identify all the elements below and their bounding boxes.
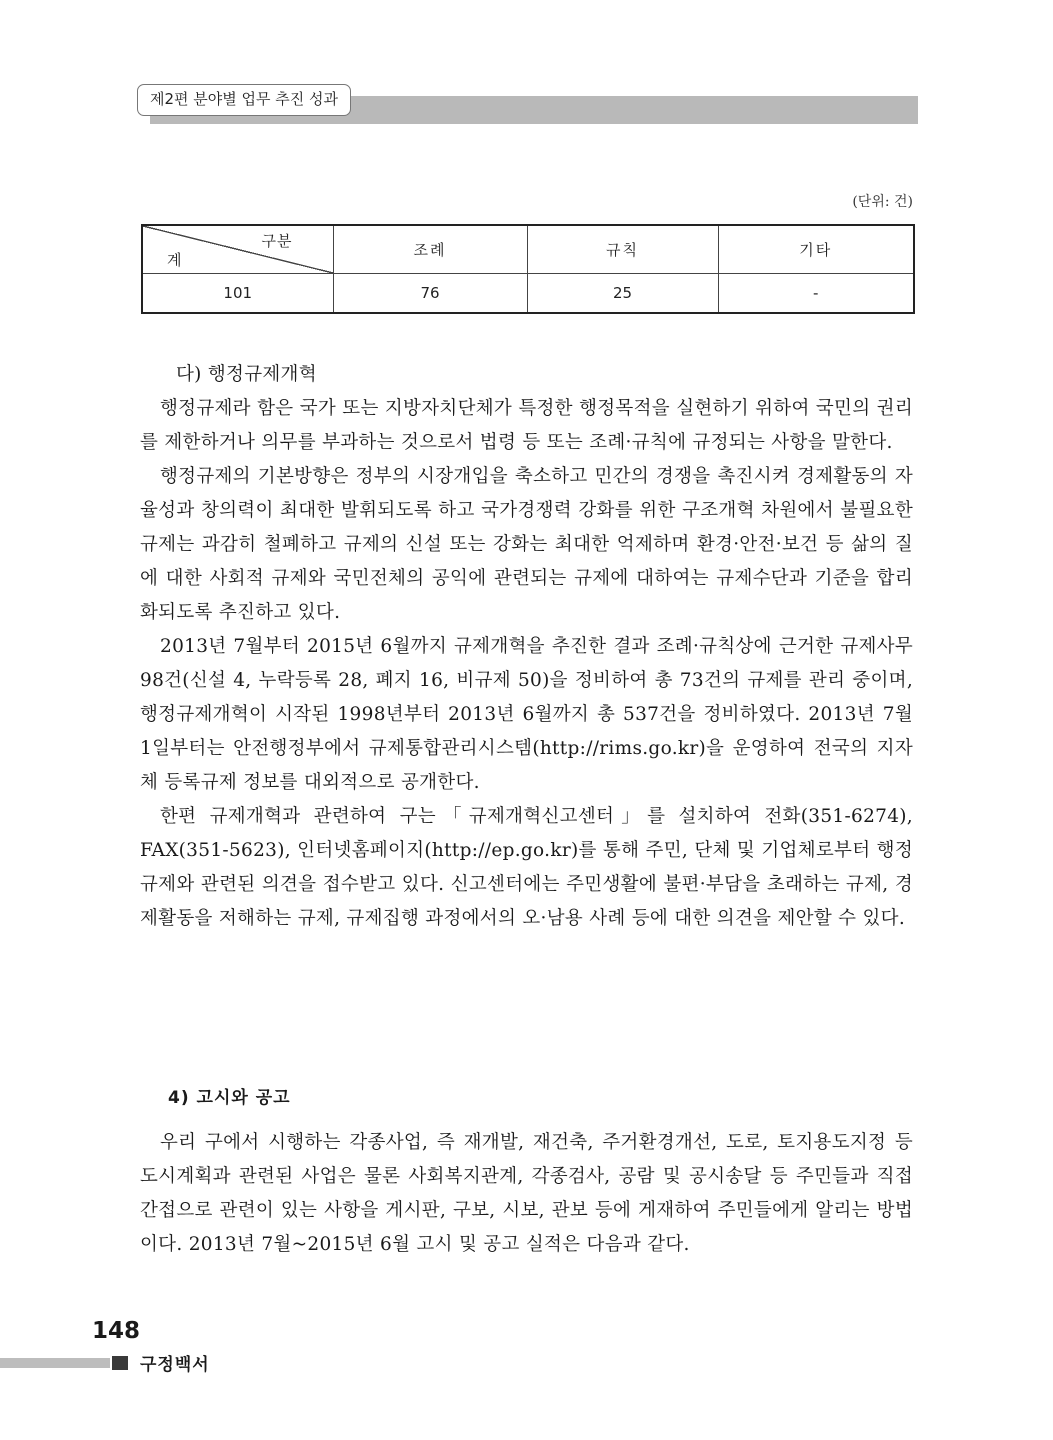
unit-label: (단위: 건)	[852, 194, 913, 210]
paragraph: 행정규제라 함은 국가 또는 지방자치단체가 특정한 행정목적을 실현하기 위하여 국민의 권리를 제한하거나 의무를 부과하는 것으로서 법령 등 또는 조례·규칙에 규정되는 사항을 말한다.	[140, 398, 913, 453]
footer-bar	[0, 1358, 110, 1368]
column-header: 규칙	[527, 225, 718, 273]
paragraph: 2013년 7월부터 2015년 6월까지 규제개혁을 추진한 결과 조례·규칙상에 근거한 규제사무 98건(신설 4, 누락등록 28, 폐지 16, 비규제 50)을 정비하여 총 73건의 규제를 관리 중이며, 행정규제개혁이 시작된 1998년부터 2013년 6월까지 총 537건을 정비하였다. 2013년 7월 1일부터는 안전행정부에서 규제통합관리시스템(http://rims.go.kr)을 운영하여 전국의 지자체 등록규제 정보를 대외적으로 공개한다.	[140, 636, 913, 793]
table-row	[142, 273, 914, 313]
table-cell: 76	[333, 273, 527, 313]
paragraph: 우리 구에서 시행하는 각종사업, 즉 재개발, 재건축, 주거환경개선, 도로, 토지용도지정 등 도시계획과 관련된 사업은 물론 사회복지관계, 각종검사, 공람 및 공시송달 등 주민들과 직접 간접으로 관련이 있는 사항을 게시판, 구보, 시보, 관보 등에 게재하여 주민들에게 알리는 방법이다. 2013년 7월~2015년 6월 고시 및 공고 실적은 다음과 같다.	[140, 1132, 913, 1255]
column-header: 조례	[333, 225, 527, 273]
section-title-tab: 제2편 분야별 업무 추진 성과	[137, 84, 351, 116]
regulation-table	[141, 224, 915, 314]
column-header: 기타	[718, 225, 914, 273]
footer-marker	[112, 1356, 128, 1370]
table-cell: 25	[527, 273, 718, 313]
table-cell: 101	[142, 273, 333, 313]
subsection-heading: 다) 행정규제개혁	[176, 364, 317, 385]
section-notices	[140, 1126, 913, 1262]
table-cell: -	[718, 273, 914, 313]
section-heading: 4) 고시와 공고	[168, 1088, 291, 1108]
book-title: 구정백서	[140, 1355, 210, 1375]
paragraph: 한편 규제개혁과 관련하여 구는「규제개혁신고센터」를 설치하여 전화(351-6274), FAX(351-5623), 인터넷홈페이지(http://ep.go.kr)를 통해 주민, 단체 및 기업체로부터 행정규제와 관련된 의견을 접수받고 있다. 신고센터에는 주민생활에 불편·부담을 초래하는 규제, 경제활동을 저해하는 규제, 규제집행 과정에서의 오·남용 사례 등에 대한 의견을 제안할 수 있다.	[140, 806, 913, 929]
section-regulatory-reform	[140, 358, 913, 936]
page-number: 148	[92, 1318, 141, 1344]
diag-header-total: 계	[167, 250, 184, 269]
paragraph: 행정규제의 기본방향은 정부의 시장개입을 축소하고 민간의 경쟁을 촉진시켜 경제활동의 자율성과 창의력이 최대한 발휘되도록 하고 국가경쟁력 강화를 위한 구조개혁 차원에서 불필요한 규제는 과감히 철폐하고 규제의 신설 또는 강화는 최대한 억제하며 환경·안전·보건 등 삶의 질에 대한 사회적 규제와 국민전체의 공익에 관련되는 규제에 대하여는 규제수단과 기준을 합리화되도록 추진하고 있다.	[140, 466, 913, 623]
diagonal-header-cell	[142, 225, 333, 273]
diag-header-category: 구분	[261, 232, 293, 250]
table-header-row	[142, 225, 914, 273]
